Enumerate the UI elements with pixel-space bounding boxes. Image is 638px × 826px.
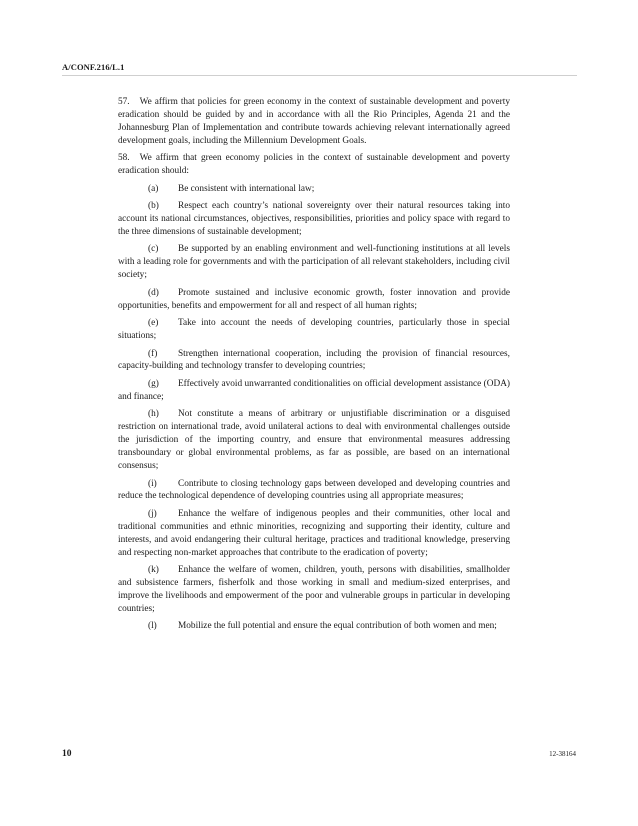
subparagraph-f	[118, 348, 510, 374]
subparagraph-i	[118, 478, 510, 504]
subparagraph-text: Enhance the welfare of women, children, youth, persons with disabilities, smallholder and subsistence farmers, fisherfolk and those working in small and medium-sized enterprises, and improve the livelihoods and empowerment of the poor and vulnerable groups in particular in developing countries;	[118, 565, 510, 614]
paragraph-number: 58.	[118, 153, 130, 164]
subparagraph-d	[118, 287, 510, 313]
subparagraph-letter: (k)	[148, 565, 159, 576]
subparagraph-letter: (i)	[148, 478, 157, 489]
subparagraph-g	[118, 378, 510, 404]
page-number: 10	[62, 749, 72, 759]
subparagraph-h	[118, 408, 510, 473]
subparagraph-text: Strengthen international cooperation, including the provision of financial resources, capacity-building and technology transfer to developing countries;	[118, 348, 510, 372]
paragraph-text: We affirm that policies for green economy in the context of sustainable development and poverty eradication should be guided by and in accordance with all the Rio Principles, Agenda 21 and the Johannesburg Plan of Implementation and contribute towards achieving relevant internationally agreed development goals, including the Millennium Development Goals.	[118, 97, 510, 146]
paragraph-58	[118, 152, 510, 178]
subparagraph-letter: (c)	[148, 244, 159, 255]
subparagraph-text: Mobilize the full potential and ensure the equal contribution of both women and men;	[178, 621, 497, 632]
subparagraph-letter: (l)	[148, 621, 157, 632]
paragraph-text: We affirm that green economy policies in the context of sustainable development and poverty eradication should:	[118, 153, 510, 177]
subparagraph-text: Not constitute a means of arbitrary or unjustifiable discrimination or a disguised restriction on international trade, avoid unilateral actions to deal with environmental challenges outside the jurisdiction of the importing country, and ensure that environmental measures addressing transboundary or global environmental problems, as far as possible, are based on an international consensus;	[118, 409, 510, 471]
subparagraph-text: Effectively avoid unwarranted conditionalities on official development assistance (ODA) and finance;	[118, 378, 510, 402]
subparagraph-text: Take into account the needs of developing countries, particularly those in special situations;	[118, 318, 510, 342]
job-number: 12-38164	[549, 750, 576, 758]
subparagraph-text: Respect each country’s national sovereignty over their natural resources taking into account its national circumstances, objectives, responsibilities, priorities and policy space with regard to the three dimensions of sustainable development;	[118, 201, 510, 237]
subparagraph-text: Be supported by an enabling environment and well-functioning institutions at all levels with a leading role for governments and with the participation of all relevant stakeholders, including civil society;	[118, 244, 510, 281]
header-divider	[62, 75, 577, 76]
subparagraph-letter: (f)	[148, 348, 158, 359]
document-body	[118, 96, 510, 638]
subparagraph-b	[118, 200, 510, 239]
subparagraph-letter: (h)	[148, 409, 159, 420]
subparagraph-text: Contribute to closing technology gaps between developed and developing countries and reduce the technological dependence of developing countries using all appropriate measures;	[118, 478, 510, 502]
paragraph-57	[118, 96, 510, 148]
paragraph-number: 57.	[118, 97, 130, 107]
subparagraph-letter: (a)	[148, 183, 159, 194]
subparagraph-text: Promote sustained and inclusive economic growth, foster innovation and provide opportunities, benefits and empowerment for all and respect of all human rights;	[118, 287, 510, 311]
subparagraph-j	[118, 508, 510, 560]
subparagraph-k	[118, 564, 510, 616]
document-symbol: A/CONF.216/L.1	[62, 62, 125, 72]
subparagraph-letter: (e)	[148, 318, 159, 329]
subparagraph-letter: (d)	[148, 287, 159, 298]
subparagraph-c	[118, 243, 510, 282]
subparagraph-text: Enhance the welfare of indigenous peoples and their communities, other local and traditional communities and ethnic minorities, recognizing and supporting their identity, culture and interests, and avoid endangering their cultural heritage, practices and traditional knowledge, preserving and respecting non-market approaches that contribute to the eradication of poverty;	[118, 508, 510, 558]
subparagraph-letter: (g)	[148, 378, 159, 389]
subparagraph-e	[118, 317, 510, 343]
subparagraph-text: Be consistent with international law;	[178, 183, 315, 194]
subparagraph-letter: (j)	[148, 508, 157, 519]
subparagraph-l	[118, 620, 510, 633]
subparagraph-letter: (b)	[148, 201, 159, 212]
subparagraph-a	[118, 183, 510, 196]
